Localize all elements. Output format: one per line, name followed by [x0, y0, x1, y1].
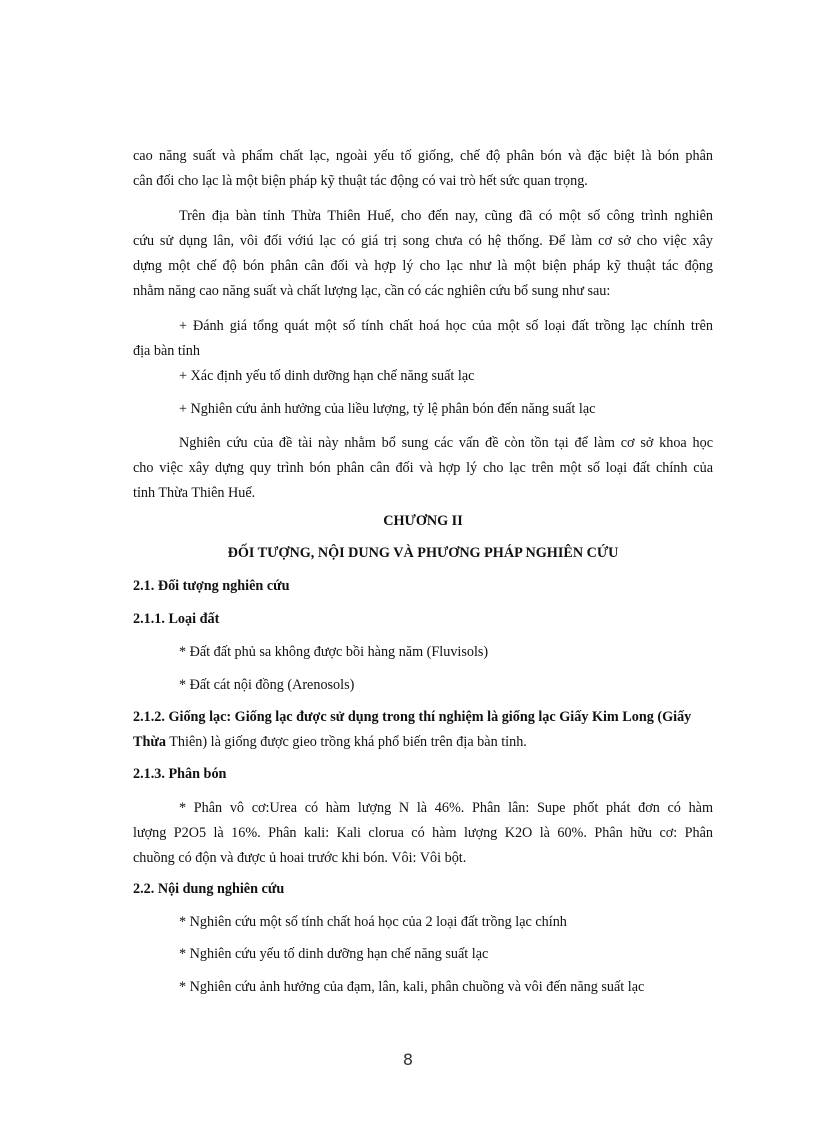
paragraph-line: tỉnh Thừa Thiên Huế.: [133, 485, 256, 501]
list-item: * Nghiên cứu một số tính chất hoá học của 2 loại đất trồng lạc chính: [179, 914, 567, 930]
paragraph-line: chuồng có độn và được ủ hoai trước khi bón. Vôi: Vôi bột.: [133, 850, 467, 866]
section-heading: 2.1. Đối tượng nghiên cứu: [133, 578, 290, 594]
paragraph-line: cân đối cho lạc là một biện pháp kỹ thuật tác động có vai trò hết sức quan trọng.: [133, 173, 588, 189]
paragraph-line: * Phân vô cơ:Urea có hàm lượng N là 46%. Phân lân: Supe phốt phát đơn có hàm: [179, 800, 713, 816]
list-item: * Nghiên cứu yếu tố dinh dưỡng hạn chế năng suất lạc: [179, 946, 489, 962]
list-item: * Đất đất phủ sa không được bồi hàng năm (Fluvisols): [179, 644, 489, 660]
paragraph-line: nhằm năng cao năng suất và chất lượng lạc, cần có các nghiên cứu bổ sung như sau:: [133, 283, 611, 299]
list-item: * Nghiên cứu ảnh hưởng của đạm, lân, kali, phân chuồng và vôi đến năng suất lạc: [179, 979, 645, 995]
bullet-line: địa bàn tỉnh: [133, 343, 200, 359]
body-text: Thiên) là giống được gieo trồng khá phổ biến trên địa bàn tỉnh.: [165, 734, 527, 750]
bold-text: Thừa: [133, 734, 166, 750]
paragraph-line: cao năng suất và phẩm chất lạc, ngoài yếu tố giống, chế độ phân bón và đặc biệt là bón phân: [133, 148, 713, 164]
chapter-title: ĐỐI TƯỢNG, NỘI DUNG VÀ PHƯƠNG PHÁP NGHIÊN CỨU: [227, 545, 619, 561]
bullet-line: + Nghiên cứu ảnh hưởng của liều lượng, tỷ lệ phân bón đến năng suất lạc: [179, 401, 596, 417]
paragraph-line: lượng P2O5 là 16%. Phân kali: Kali clorua có hàm lượng K2O là 60%. Phân hữu cơ: Phân: [133, 825, 713, 841]
list-item: * Đất cát nội đồng (Arenosols): [179, 677, 355, 693]
page-number: 8: [402, 1050, 414, 1069]
paragraph-line: dựng một chế độ bón phân cân đối và hợp lý cho lạc như là một biện pháp kỹ thuật tác động: [133, 258, 713, 274]
paragraph-line: Nghiên cứu của đề tài này nhằm bổ sung các vấn đề còn tồn tại để làm cơ sở khoa học: [179, 435, 713, 451]
chapter-label: CHƯƠNG II: [383, 513, 463, 529]
paragraph-line: [133, 733, 713, 751]
subsection-heading: 2.1.3. Phân bón: [133, 766, 227, 782]
paragraph-line: cho việc xây dựng quy trình bón phân cân đối và hợp lý cho lạc trên một số loại đất chính của: [133, 460, 713, 476]
bullet-line: + Xác định yếu tố dinh dưỡng hạn chế năng suất lạc: [179, 368, 475, 384]
subsection-heading: 2.1.2. Giống lạc: Giống lạc được sử dụng trong thí nghiệm là giống lạc Giấy Kim Long (Giấy: [133, 709, 692, 725]
section-heading: 2.2. Nội dung nghiên cứu: [133, 881, 285, 897]
bullet-line: + Đánh giá tổng quát một số tính chất hoá học của một số loại đất trồng lạc chính trên: [179, 318, 713, 334]
paragraph-line: Trên địa bàn tỉnh Thừa Thiên Huế, cho đến nay, cũng đã có một số công trình nghiên: [179, 208, 713, 224]
subsection-heading: 2.1.1. Loại đất: [133, 611, 220, 627]
paragraph-line: cứu sử dụng lân, vôi đối vớiú lạc có giá trị song chưa có hệ thống. Để làm cơ sở cho việc xây: [133, 233, 713, 249]
